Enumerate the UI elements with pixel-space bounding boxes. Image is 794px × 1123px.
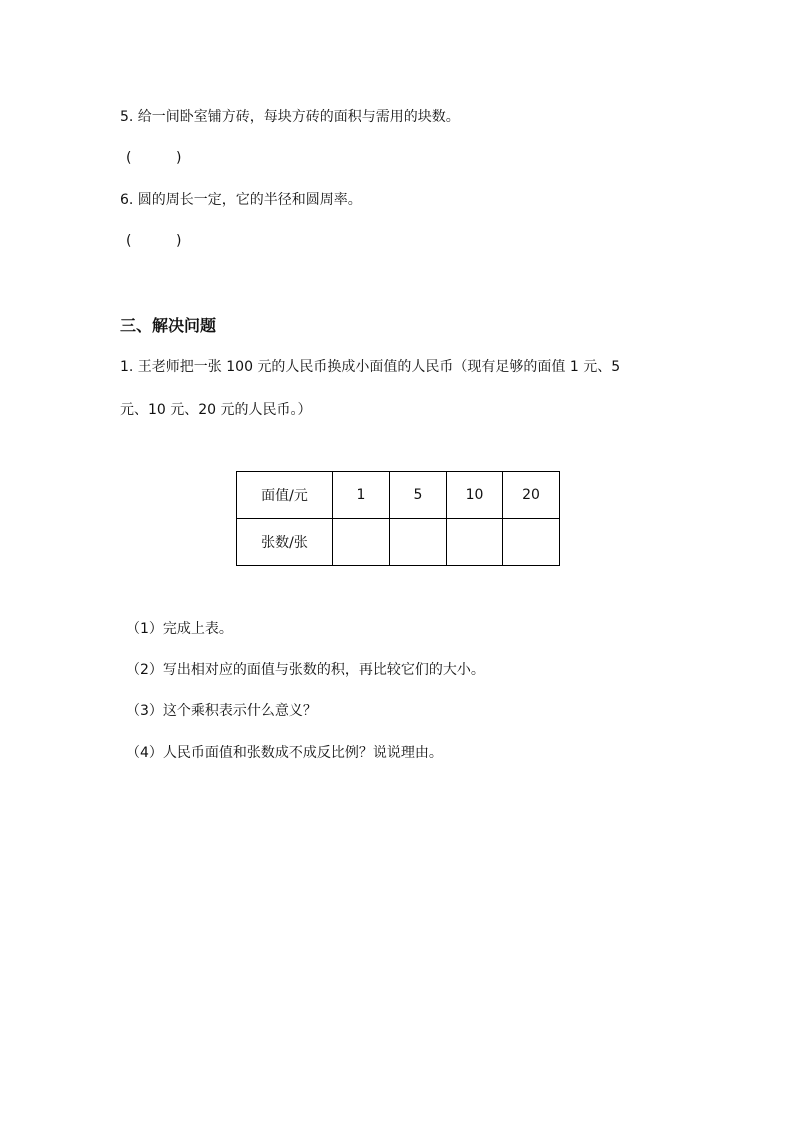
table-cell: 10 bbox=[447, 472, 503, 519]
table-cell-blank bbox=[333, 519, 390, 566]
table-cell-blank bbox=[447, 519, 503, 566]
table-cell: 20 bbox=[503, 472, 560, 519]
section-heading: 三、解决问题 bbox=[120, 316, 217, 335]
subquestion-1: （1）完成上表。 bbox=[126, 621, 233, 637]
problem-1-line-2: 元、10 元、20 元的人民币。） bbox=[120, 402, 312, 418]
subquestion-3: （3）这个乘积表示什么意义？ bbox=[126, 703, 317, 719]
table-cell-blank bbox=[390, 519, 447, 566]
table-cell-blank bbox=[503, 519, 560, 566]
question-6-text: 6. 圆的周长一定，它的半径和圆周率。 bbox=[120, 192, 362, 208]
row-header-denomination: 面值/元 bbox=[237, 472, 333, 519]
problem-1-line-1: 1. 王老师把一张 100 元的人民币换成小面值的人民币（现有足够的面值 1 元、5 bbox=[120, 359, 621, 375]
question-5-text: 5. 给一间卧室铺方砖，每块方砖的面积与需用的块数。 bbox=[120, 109, 460, 125]
subquestion-2: （2）写出相对应的面值与张数的积，再比较它们的大小。 bbox=[126, 662, 485, 678]
subquestion-4: （4）人民币面值和张数成不成反比例？说说理由。 bbox=[126, 745, 443, 761]
question-6-answer-blank: ( ) bbox=[126, 233, 182, 249]
table-row bbox=[237, 472, 560, 519]
table-cell: 1 bbox=[333, 472, 390, 519]
table-row bbox=[237, 519, 560, 566]
table-cell: 5 bbox=[390, 472, 447, 519]
question-5-answer-blank: ( ) bbox=[126, 150, 182, 166]
denomination-table bbox=[236, 471, 560, 566]
row-header-count: 张数/张 bbox=[237, 519, 333, 566]
